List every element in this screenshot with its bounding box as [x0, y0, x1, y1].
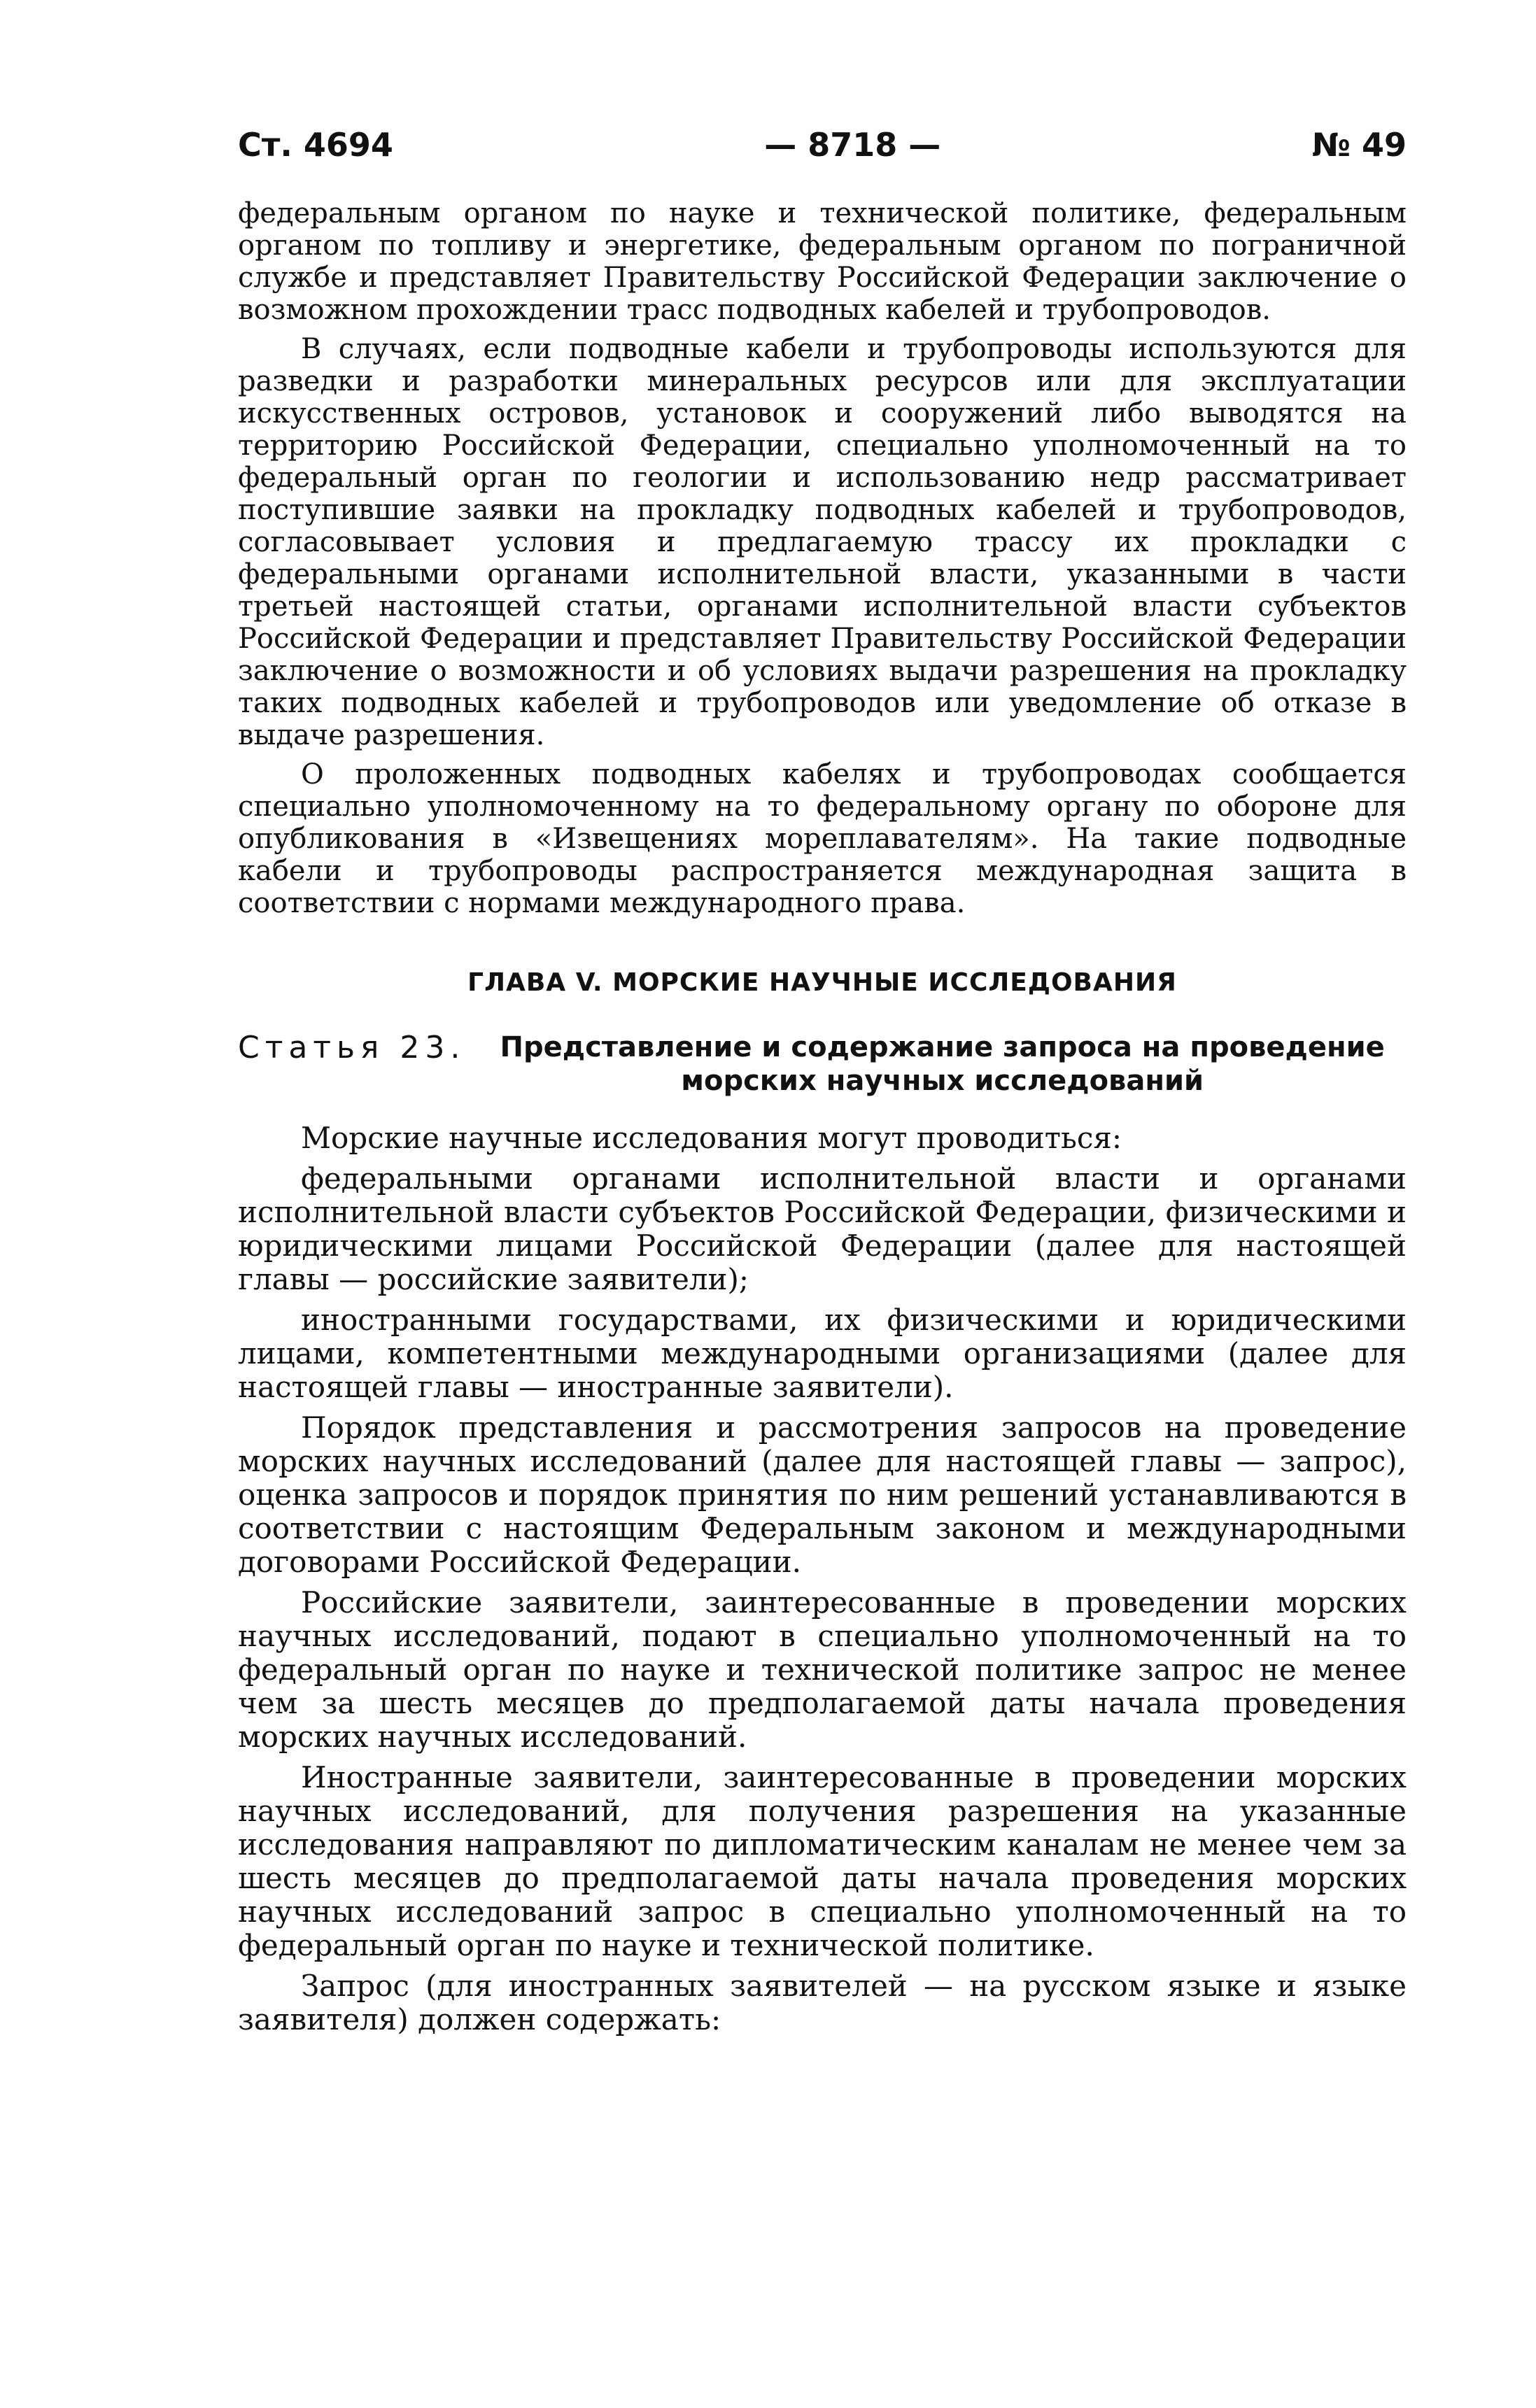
paragraph: Запрос (для иностранных заявителей — на русском языке и языке заявителя) должен содержать:: [238, 1969, 1407, 2037]
article-title: Представление и содержание запроса на проведение морских научных исследований: [500, 1031, 1385, 1097]
paragraph: Иностранные заявители, заинтересованные в проведении морских научных исследований, для получения разрешения на указанные исследования направляют по дипломатическим каналам не менее чем за шесть месяцев до предполагаемой даты начала проведения морских научных исследований запрос в специально уполномоченный на то федеральный орган по науке и технической политике.: [238, 1760, 1407, 1962]
header-article-number: Ст. 4694: [238, 126, 393, 164]
bottom-section: [238, 1121, 1407, 2037]
paragraph: федеральным органом по науке и технической политике, федеральным органом по топливу и энергетике, федеральным органом по пограничной службе и представляет Правительству Российской Федерации заключение о возможном прохождении трасс подводных кабелей и трубопроводов.: [238, 197, 1407, 326]
paragraph: Порядок представления и рассмотрения запросов на проведение морских научных исследований (далее для настоящей главы — запрос), оценка запросов и порядок принятия по ним решений устанавливаются в соответствии с настоящим Федеральным законом и международными договорами Российской Федерации.: [238, 1410, 1407, 1579]
top-section: [238, 197, 1407, 919]
article-heading: [238, 1031, 1407, 1098]
paragraph: Российские заявители, заинтересованные в проведении морских научных исследований, подают в специально уполномоченный на то федеральный орган по науке и технической политике запрос не менее чем за шесть месяцев до предполагаемой даты начала проведения морских научных исследований.: [238, 1585, 1407, 1754]
paragraph: О проложенных подводных кабелях и трубопроводах сообщается специально уполномоченному на то федеральному органу по обороне для опубликования в «Извещениях мореплавателям». На такие подводные кабели и трубопроводы распространяется международная защита в соответствии с нормами международного права.: [238, 758, 1407, 919]
chapter-heading: ГЛАВА V. МОРСКИЕ НАУЧНЫЕ ИССЛЕДОВАНИЯ: [467, 968, 1177, 997]
page-header: [238, 126, 1407, 164]
header-page-number: — 8718 —: [764, 126, 941, 164]
article-label: Статья 23.: [238, 1030, 466, 1065]
paragraph: иностранными государствами, их физическими и юридическими лицами, компетентными международными организациями (далее для настоящей главы — иностранные заявители).: [238, 1303, 1407, 1404]
document-page: [238, 126, 1407, 2044]
paragraph: федеральными органами исполнительной власти и органами исполнительной власти субъектов Российской Федерации, физическими и юридическими лицами Российской Федерации (далее для настоящей главы — российские заявители);: [238, 1161, 1407, 1296]
header-issue-number: № 49: [1311, 126, 1407, 164]
paragraph: В случаях, если подводные кабели и трубопроводы используются для разведки и разработки минеральных ресурсов или для эксплуатации искусственных островов, установок и сооружений либо выводятся на территорию Российской Федерации, специально уполномоченный на то федеральный орган по геологии и использованию недр рассматривает поступившие заявки на прокладку подводных кабелей и трубопроводов, согласовывает условия и предлагаемую трассу их прокладки с федеральными органами исполнительной власти, указанными в части третьей настоящей статьи, органами исполнительной власти субъектов Российской Федерации и представляет Правительству Российской Федерации заключение о возможности и об условиях выдачи разрешения на прокладку таких подводных кабелей и трубопроводов или уведомление об отказе в выдаче разрешения.: [238, 333, 1407, 751]
paragraph: Морские научные исследования могут проводиться:: [301, 1121, 1122, 1155]
